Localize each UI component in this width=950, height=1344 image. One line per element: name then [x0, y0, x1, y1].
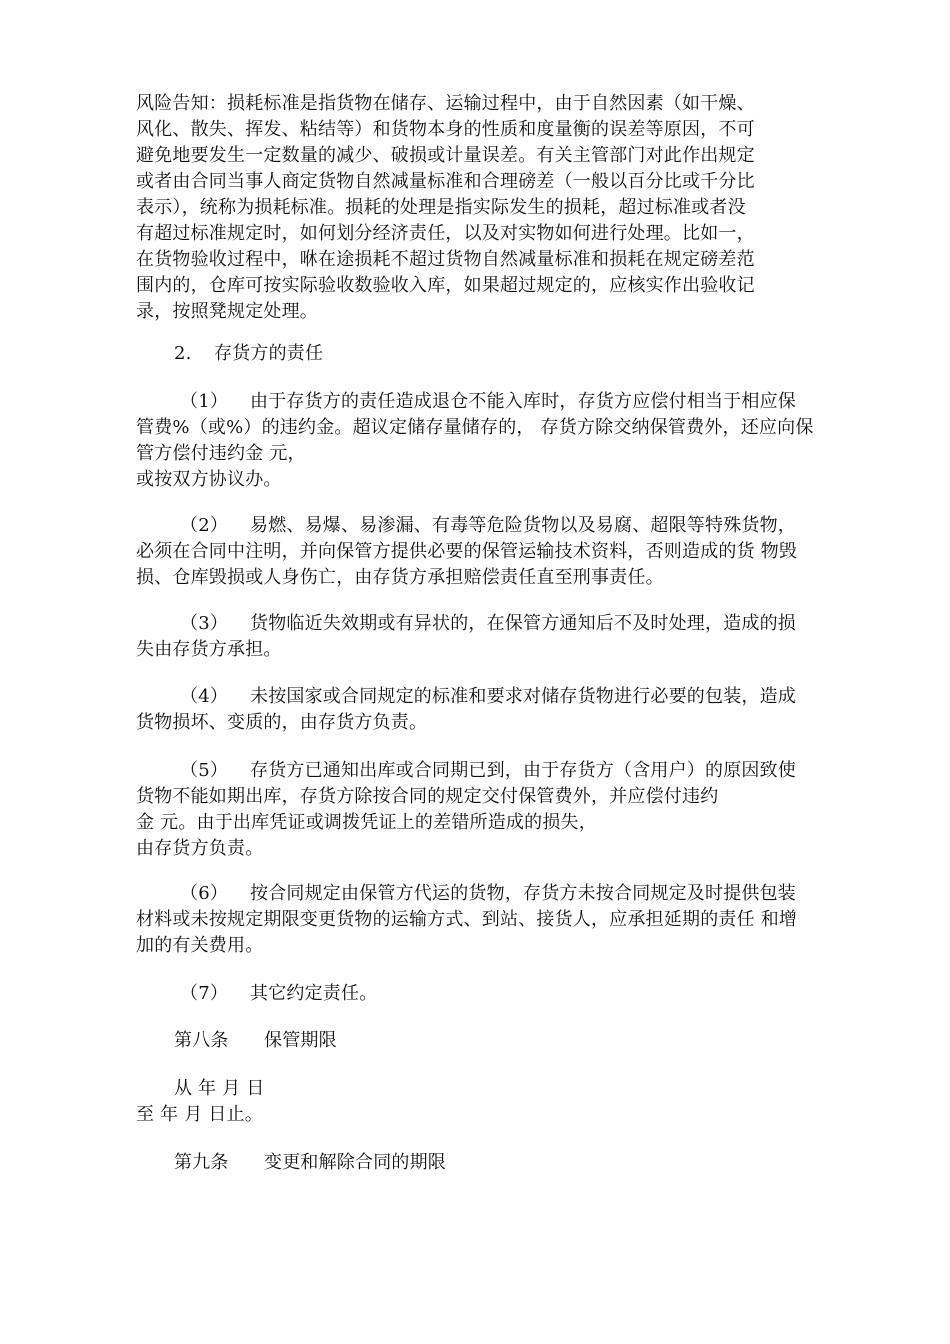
item-5	[136, 758, 848, 862]
text-line: 或者由合同当事人商定货物自然减量标准和合理磅差（一般以百分比或千分比	[136, 171, 755, 192]
item-number: （3）	[180, 613, 229, 634]
text-line: 未按国家或合同规定的标准和要求对储存货物进行必要的包装，造成	[250, 686, 796, 707]
text-line: 至 年 月 日止。	[136, 1104, 263, 1125]
text-line: 按合同规定由保管方代运的货物，存货方未按合同规定及时提供包装	[250, 883, 796, 904]
section-number: 2.	[174, 343, 192, 364]
item-6	[136, 881, 848, 959]
text-line: 风化、散失、挥发、粘结等）和货物本身的性质和度量衡的误差等原因，不可	[136, 119, 755, 140]
item-1	[136, 389, 848, 493]
text-line: 表示），统称为损耗标准。损耗的处理是指实际发生的损耗，超过标准或者没	[136, 197, 746, 218]
text-line: 损、仓库毁损或人身伤亡，由存货方承担赔偿责任直至刑事责任。	[136, 567, 664, 588]
text-line: 或按双方协议办。	[136, 469, 282, 490]
text-line: 其它约定责任。	[250, 983, 378, 1004]
article-9-heading	[136, 1150, 848, 1176]
text-line: 货物临近失效期或有异状的，在保管方通知后不及时处理，造成的损	[250, 613, 796, 634]
text-line: 避免地要发生一定数量的减少、破损或计量误差。有关主管部门对此作出规定	[136, 145, 755, 166]
item-2	[136, 513, 848, 591]
article-number: 第九条	[174, 1152, 229, 1173]
text-line: 围内的，仓库可按实际验收数验收入库，如果超过规定的，应核实作出验收记	[136, 275, 755, 296]
text-line: 材料或未按规定期限变更货物的运输方式、到站、接货人，应承担延期的责任 和增	[136, 909, 798, 930]
text-line: 管费%（或%）的违约金。超议定储存量储存的， 存货方除交纳保管费外，还应向保	[136, 417, 814, 438]
text-line: 从 年 月 日	[174, 1078, 265, 1099]
text-line: 货物损坏、变质的，由存货方负责。	[136, 712, 428, 733]
item-number: （7）	[180, 983, 229, 1004]
article-number: 第八条	[174, 1030, 229, 1051]
risk-notice-paragraph	[136, 91, 848, 325]
article-title: 保管期限	[264, 1030, 337, 1051]
text-line: 管方偿付违约金 元，	[136, 443, 306, 464]
article-title: 变更和解除合同的期限	[264, 1152, 446, 1173]
item-3	[136, 611, 848, 663]
text-line: 风险告知：损耗标准是指货物在储存、运输过程中，由于自然因素（如干燥、	[136, 93, 755, 114]
text-line: 有超过标准规定时，如何划分经济责任，以及对实物如何进行处理。比如一，	[136, 223, 755, 244]
item-7	[136, 981, 848, 1007]
article-8-period	[136, 1076, 848, 1128]
item-number: （2）	[180, 515, 229, 536]
item-number: （5）	[180, 760, 229, 781]
item-number: （4）	[180, 686, 229, 707]
text-line: 失由存货方承担。	[136, 639, 282, 660]
text-line: 易燃、易爆、易渗漏、有毒等危险货物以及易腐、超限等特殊货物，	[250, 515, 796, 536]
text-line: 必须在合同中注明，并向保管方提供必要的保管运输技术资料，否则造成的货 物毁	[136, 541, 798, 562]
text-line: 在货物验收过程中，咻在途损耗不超过货物自然减量标准和损耗在规定磅差范	[136, 249, 755, 270]
text-line: 由存货方负责。	[136, 838, 264, 859]
text-line: 录，按照凳规定处理。	[136, 301, 318, 322]
text-line: 金 元。由于出库凭证或调拨凭证上的差错所造成的损失，	[136, 812, 597, 833]
text-line: 加的有关费用。	[136, 935, 264, 956]
section-title: 存货方的责任	[214, 343, 324, 364]
item-4	[136, 684, 848, 736]
article-8-heading	[136, 1028, 848, 1054]
section-2-heading	[136, 341, 848, 367]
text-line: 存货方已通知出库或合同期已到，由于存货方（含用户）的原因致使	[250, 760, 796, 781]
text-line: 货物不能如期出库，存货方除按合同的规定交付保管费外，并应偿付违约	[136, 786, 719, 807]
item-number: （6）	[180, 883, 229, 904]
text-line: 由于存货方的责任造成退仓不能入库时，存货方应偿付相当于相应保	[250, 391, 796, 412]
item-number: （1）	[180, 391, 229, 412]
